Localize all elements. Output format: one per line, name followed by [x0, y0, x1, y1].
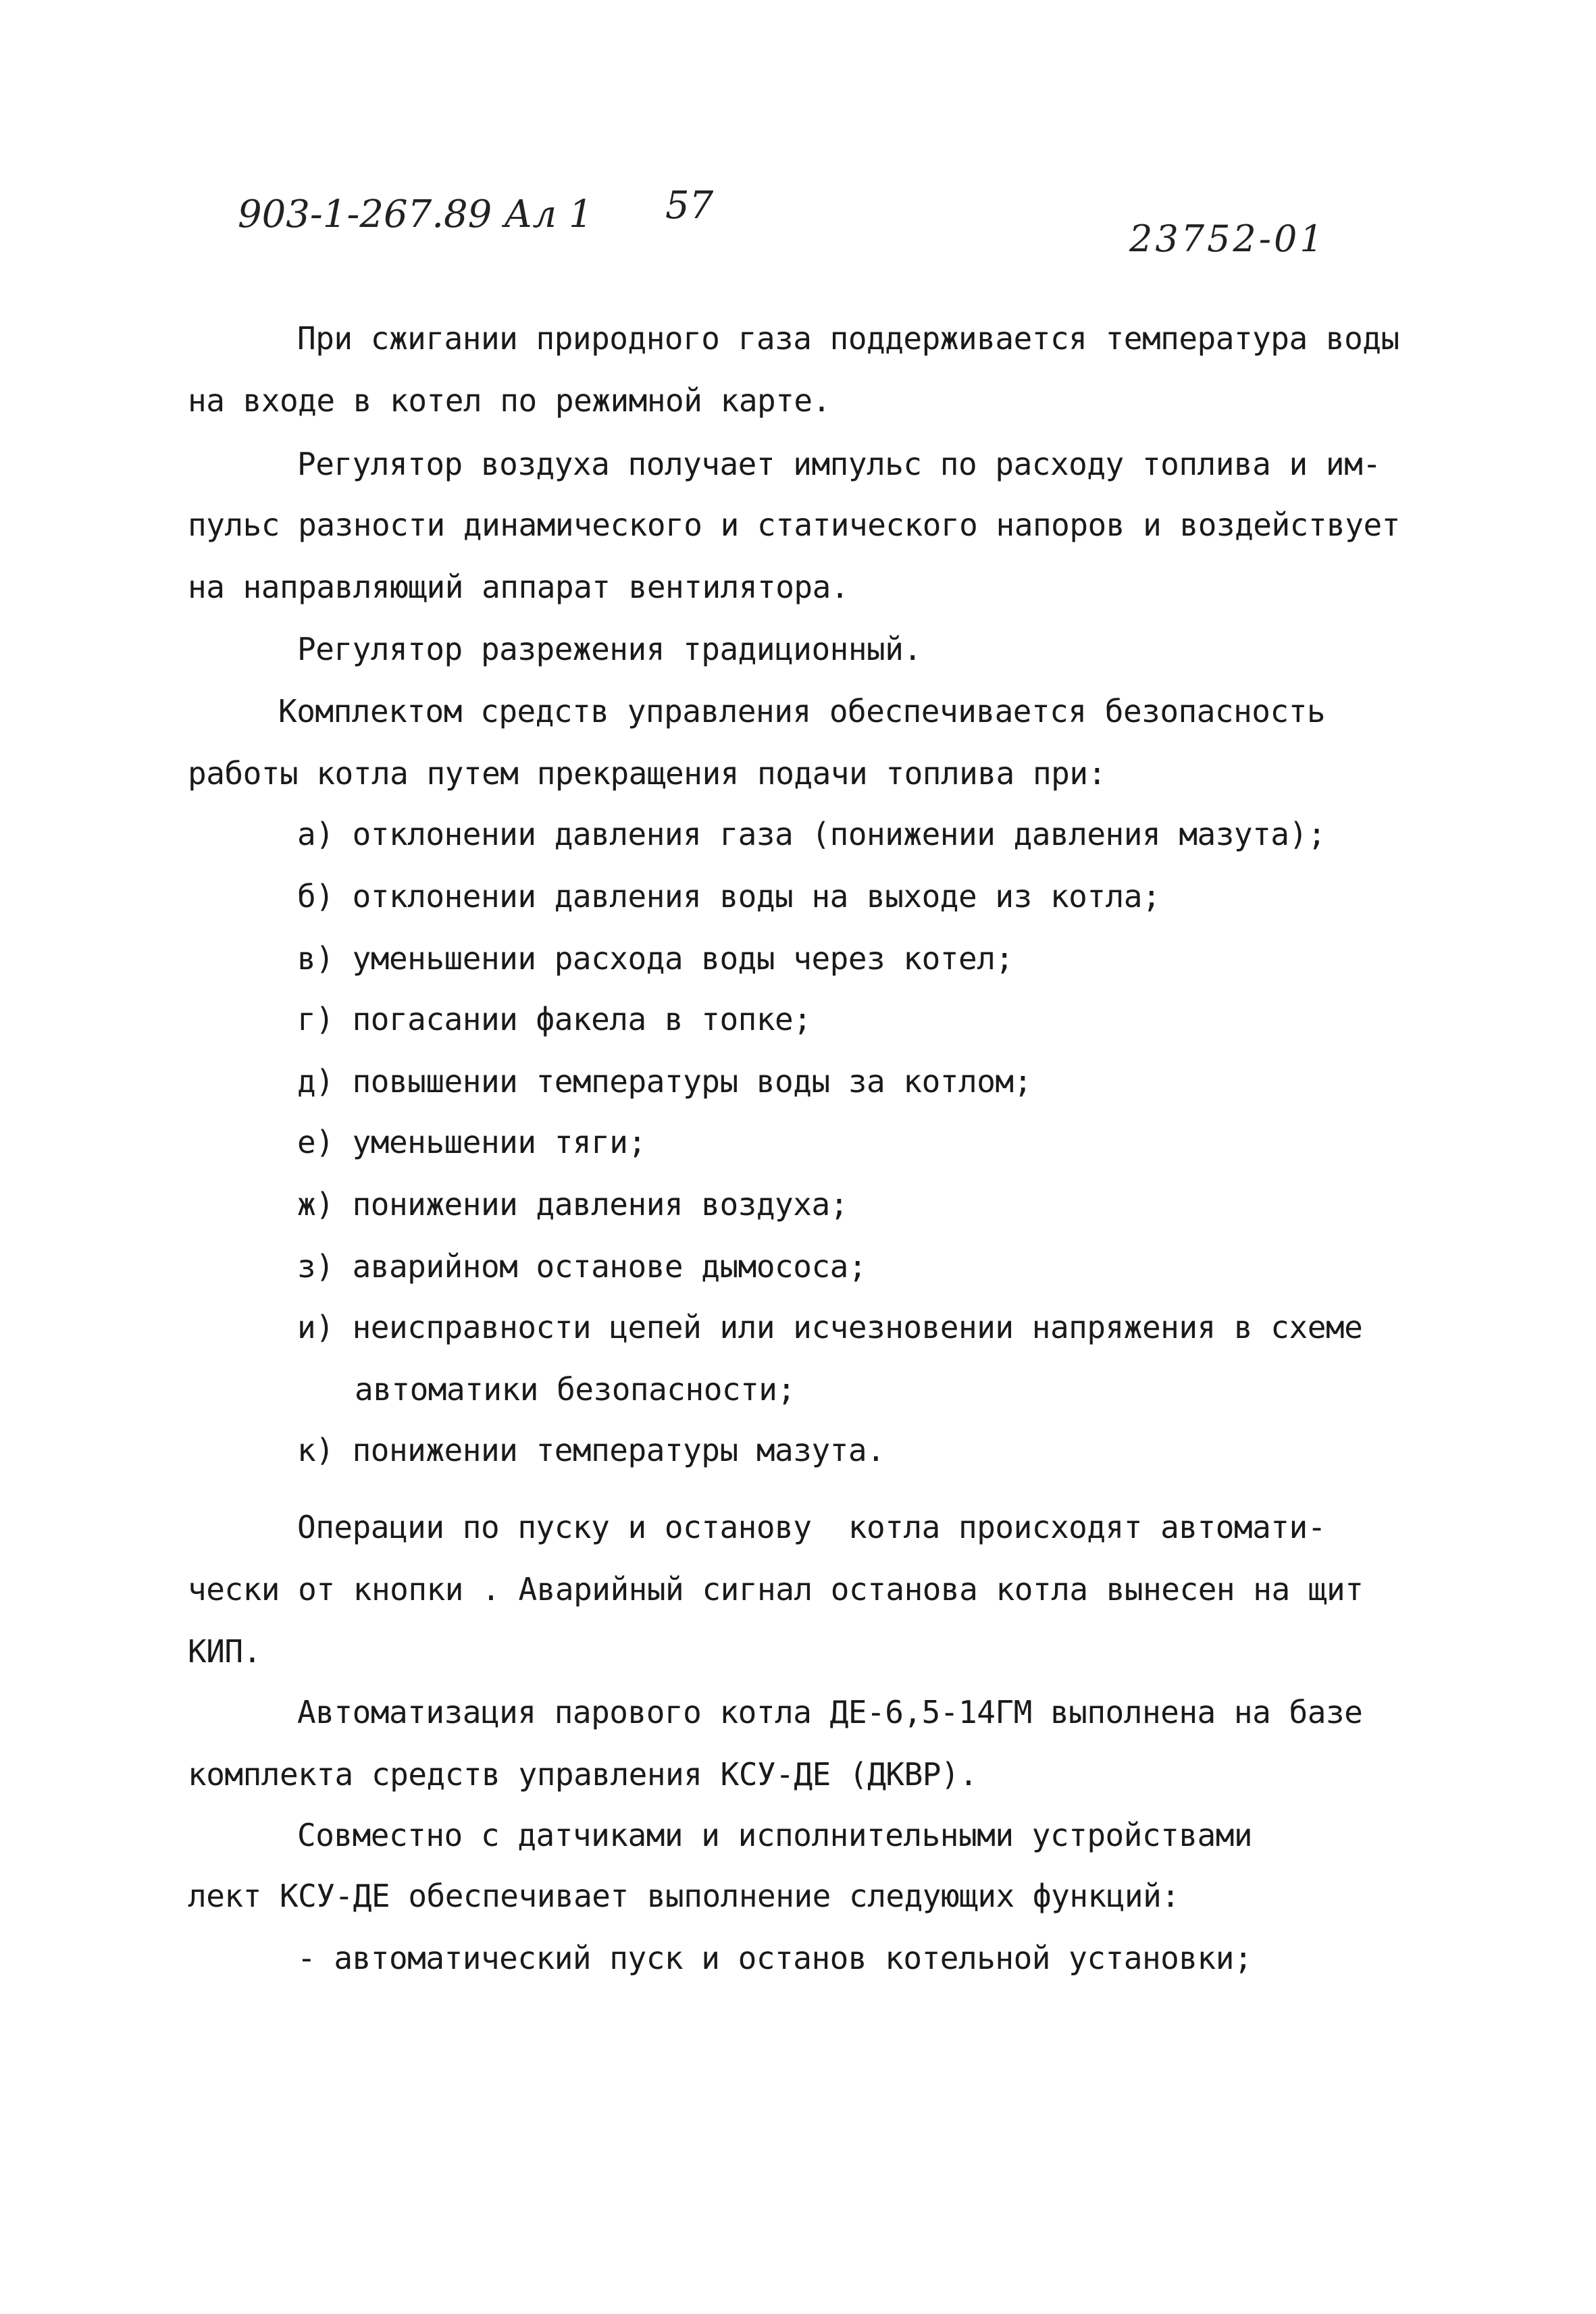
- text-line: Регулятор воздуха получает импульс по расходу топлива и им-: [297, 446, 1381, 482]
- list-item: е) уменьшении тяги;: [297, 1124, 646, 1160]
- document-code: 903-1-267.89 Ал 1: [238, 192, 593, 236]
- text-line: Операции по пуску и останову котла происходят автомати-: [297, 1509, 1326, 1545]
- text-line: При сжигании природного газа поддерживается температура воды: [297, 320, 1399, 357]
- list-item: и) неисправности цепей или исчезновении напряжения в схеме: [297, 1309, 1363, 1345]
- text-line: Совместно с датчиками и исполнительными устройствами: [297, 1817, 1253, 1853]
- text-line: Автоматизация парового котла ДЕ-6,5-14ГМ выполнена на базе: [297, 1694, 1363, 1730]
- text-line: на направляющий аппарат вентилятора.: [188, 569, 849, 605]
- text-line: комплекта средств управления КСУ-ДЕ (ДКВР).: [188, 1756, 978, 1793]
- text-line: пульс разности динамического и статического напоров и воздействует: [188, 507, 1400, 543]
- registration-number: 23752-01: [1129, 217, 1326, 260]
- text-line: Регулятор разрежения традиционный.: [297, 631, 922, 667]
- text-line: КИП.: [188, 1633, 261, 1670]
- list-item: а) отклонении давления газа (понижении давления мазута);: [297, 816, 1326, 852]
- list-item: к) понижении температуры мазута.: [297, 1432, 885, 1468]
- page-number: 57: [665, 184, 714, 228]
- list-item: д) повышении температуры воды за котлом;: [297, 1063, 1032, 1100]
- list-item: ж) понижении давления воздуха;: [297, 1186, 848, 1223]
- list-item: з) аварийном останове дымососа;: [297, 1248, 867, 1285]
- text-line: на входе в котел по режимной карте.: [188, 382, 831, 419]
- text-line: чески от кнопки . Аварийный сигнал останова котла вынесен на щит: [188, 1571, 1364, 1608]
- text-line: работы котла путем прекращения подачи топлива при:: [188, 755, 1106, 792]
- list-item: в) уменьшении расхода воды через котел;: [297, 940, 1014, 977]
- list-item: г) погасании факела в топке;: [297, 1001, 812, 1037]
- list-item: б) отклонении давления воды на выходе из котла;: [297, 878, 1161, 915]
- list-item: - автоматический пуск и останов котельной установки;: [297, 1940, 1253, 1976]
- text-line: лект КСУ-ДЕ обеспечивает выполнение следующих функций:: [188, 1878, 1180, 1914]
- text-line: Комплектом средств управления обеспечивается безопасность: [278, 693, 1326, 729]
- list-item-continuation: автоматики безопасности;: [355, 1371, 796, 1408]
